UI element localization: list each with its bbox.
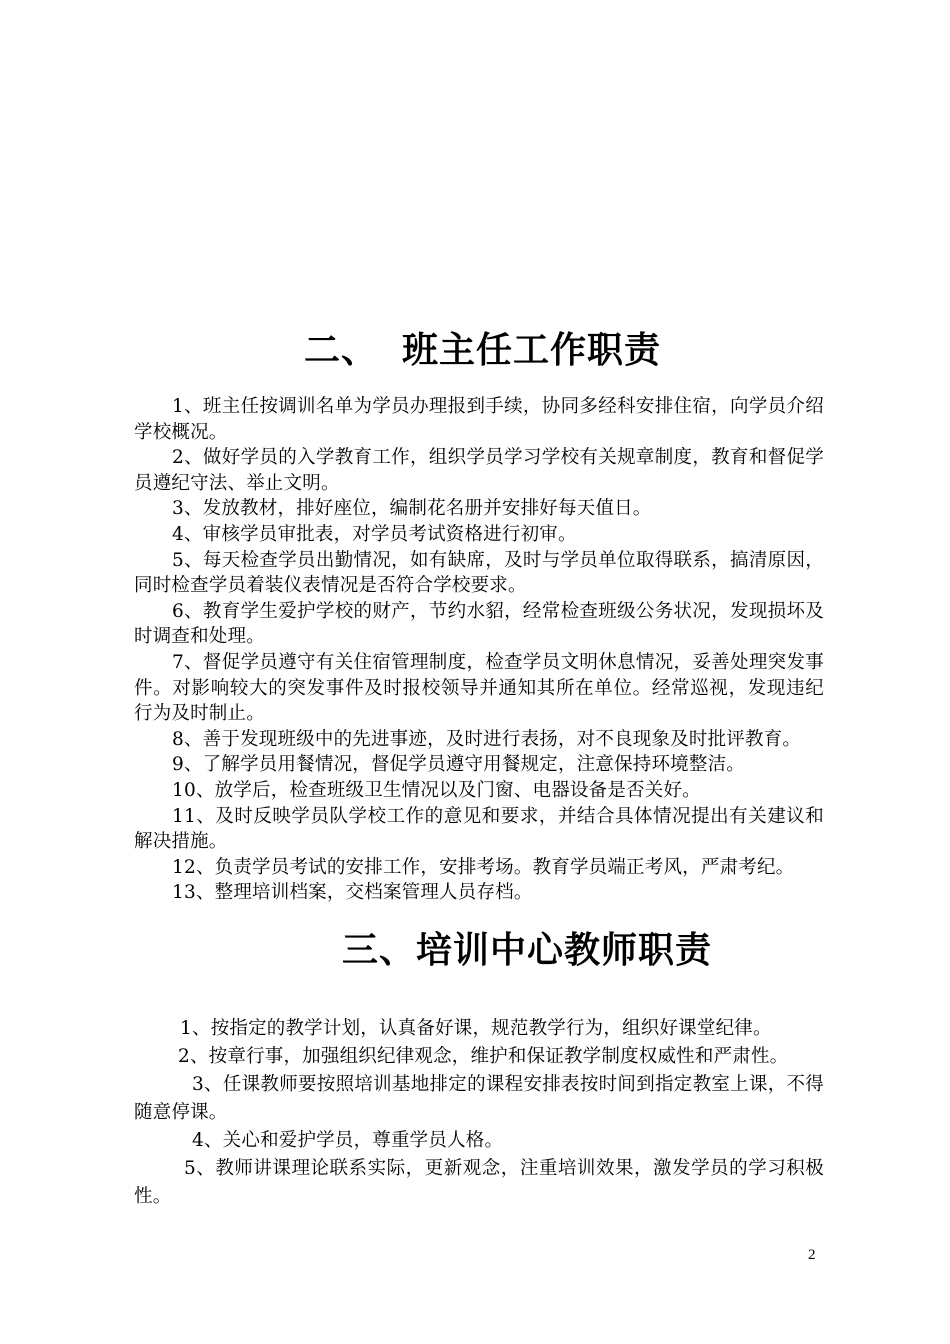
section-2-item: 13、整理培训档案，交档案管理人员存档。	[172, 882, 533, 904]
section-3-body	[134, 1015, 824, 1211]
page-number: 2	[808, 1247, 816, 1263]
section-2-item: 10、放学后，检查班级卫生情况以及门窗、电器设备是否关好。	[172, 779, 701, 801]
section-2-item: 6、教育学生爱护学校的财产，节约水貂，经常检查班级公务状况，发现损坏及时调查和处理。	[134, 600, 824, 648]
section-3-item: 4、关心和爱护学员，尊重学员人格。	[192, 1130, 504, 1151]
section-2-item: 5、每天检查学员出勤情况，如有缺席，及时与学员单位取得联系，搞清原因，同时检查学员着装仪表情况是否符合学校要求。	[134, 549, 824, 597]
section-2-heading	[304, 322, 661, 373]
section-2-item: 12、负责学员考试的安排工作，安排考场。教育学员端正考风，严肃考纪。	[172, 856, 795, 878]
section-3-item: 1、按指定的教学计划，认真备好课，规范教学行为，组织好课堂纪律。	[180, 1018, 772, 1039]
section-2-item: 7、督促学员遵守有关住宿管理制度，检查学员文明休息情况，妥善处理突发事件。对影响较大的突发事件及时报校领导并通知其所在单位。经常巡视，发现违纪行为及时制止。	[134, 651, 824, 725]
section-3-heading: 三、培训中心教师职责	[342, 930, 713, 971]
section-2-item: 9、了解学员用餐情况，督促学员遵守用餐规定，注意保持环境整洁。	[172, 754, 745, 776]
section-3-item: 3、任课教师要按照培训基地排定的课程安排表按时间到指定教室上课，不得随意停课。	[134, 1074, 824, 1123]
section-2-item: 4、审核学员审批表，对学员考试资格进行初审。	[172, 523, 577, 545]
section-3-item: 2、按章行事，加强组织纪律观念，维护和保证教学制度权威性和严肃性。	[178, 1046, 789, 1067]
section-2-item: 3、发放教材，排好座位，编制花名册并安排好每天值日。	[172, 498, 652, 520]
section-2-item: 8、善于发现班级中的先进事迹，及时进行表扬，对不良现象及时批评教育。	[172, 728, 802, 750]
section-2-number: 二、	[304, 330, 379, 371]
section-3-item: 5、教师讲课理论联系实际，更新观念，注重培训效果，激发学员的学习积极性。	[134, 1158, 824, 1207]
section-2-body	[134, 394, 824, 906]
section-2-item: 1、班主任按调训名单为学员办理报到手续，协同多经科安排住宿，向学员介绍学校概况。	[134, 396, 824, 443]
section-2-item: 2、做好学员的入学教育工作，组织学员学习学校有关规章制度，教育和督促学员遵纪守法、举止文明。	[134, 447, 824, 494]
section-2-item: 11、及时反映学员队学校工作的意见和要求，并结合具体情况提出有关建议和解决措施。	[134, 805, 824, 853]
section-2-title: 班主任工作职责	[402, 330, 662, 371]
